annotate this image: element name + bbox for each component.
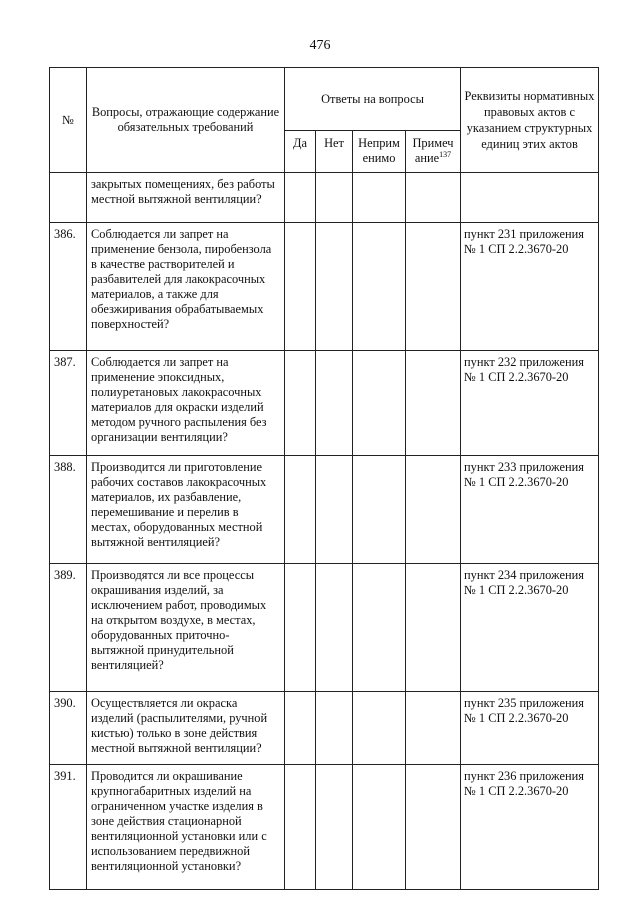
answer-yes-cell[interactable] — [285, 564, 316, 692]
table-row — [50, 173, 599, 223]
answer-no-cell[interactable] — [316, 564, 353, 692]
row-number — [50, 173, 87, 223]
row-number: 386. — [50, 223, 87, 351]
table-row — [50, 765, 599, 890]
row-requisite — [461, 173, 599, 223]
row-requisite: пункт 234 приложения № 1 СП 2.2.3670-20 — [461, 564, 599, 692]
row-question: Осуществляется ли окраска изделий (распылителями, ручной кистью) только в зоне действия местной вытяжной вентиляции? — [87, 692, 285, 765]
answer-note-cell[interactable] — [406, 173, 461, 223]
row-number: 388. — [50, 456, 87, 564]
answer-not-applicable-cell[interactable] — [353, 351, 406, 456]
header-note-label: Примеч ание — [412, 136, 454, 165]
row-requisite: пункт 232 приложения № 1 СП 2.2.3670-20 — [461, 351, 599, 456]
answer-no-cell[interactable] — [316, 173, 353, 223]
answer-no-cell[interactable] — [316, 765, 353, 890]
table-row — [50, 692, 599, 765]
row-question: закрытых помещениях, без работы местной вытяжной вентиляции? — [87, 173, 285, 223]
row-number: 387. — [50, 351, 87, 456]
answer-note-cell[interactable] — [406, 692, 461, 765]
answer-note-cell[interactable] — [406, 223, 461, 351]
answer-note-cell[interactable] — [406, 351, 461, 456]
answer-not-applicable-cell[interactable] — [353, 692, 406, 765]
answer-yes-cell[interactable] — [285, 173, 316, 223]
table-row — [50, 456, 599, 564]
answer-no-cell[interactable] — [316, 223, 353, 351]
row-number: 390. — [50, 692, 87, 765]
row-question: Соблюдается ли запрет на применение бензола, пиробензола в качестве растворителей и разбавителей для лакокрасочных материалов, а также для обезжиривания обрабатываемых поверхностей? — [87, 223, 285, 351]
row-question: Проводится ли окрашивание крупногабаритных изделий на ограниченном участке изделия в зоне действия стационарной вентиляционной установки или с использованием передвижной вентиляционной установки? — [87, 765, 285, 890]
answer-yes-cell[interactable] — [285, 223, 316, 351]
answer-yes-cell[interactable] — [285, 692, 316, 765]
header-row — [50, 68, 599, 131]
header-number: № — [50, 68, 87, 173]
header-yes: Да — [285, 131, 316, 173]
answer-yes-cell[interactable] — [285, 351, 316, 456]
answer-not-applicable-cell[interactable] — [353, 173, 406, 223]
header-answers: Ответы на вопросы — [285, 68, 461, 131]
answer-note-cell[interactable] — [406, 456, 461, 564]
answer-note-cell[interactable] — [406, 564, 461, 692]
answer-yes-cell[interactable] — [285, 456, 316, 564]
table-row — [50, 564, 599, 692]
answer-no-cell[interactable] — [316, 692, 353, 765]
page-number: 476 — [309, 38, 331, 53]
answer-note-cell[interactable] — [406, 765, 461, 890]
answer-no-cell[interactable] — [316, 351, 353, 456]
row-requisite: пункт 235 приложения № 1 СП 2.2.3670-20 — [461, 692, 599, 765]
answer-not-applicable-cell[interactable] — [353, 456, 406, 564]
row-number: 389. — [50, 564, 87, 692]
row-number: 391. — [50, 765, 87, 890]
header-questions: Вопросы, отражающие содержание обязательных требований — [87, 68, 285, 173]
header-not-applicable: Неприм енимо — [353, 131, 406, 173]
header-note — [406, 131, 461, 173]
row-requisite: пункт 236 приложения № 1 СП 2.2.3670-20 — [461, 765, 599, 890]
table-row — [50, 223, 599, 351]
answer-not-applicable-cell[interactable] — [353, 765, 406, 890]
answer-yes-cell[interactable] — [285, 765, 316, 890]
checklist-table — [49, 67, 599, 890]
header-no: Нет — [316, 131, 353, 173]
answer-not-applicable-cell[interactable] — [353, 564, 406, 692]
row-question: Соблюдается ли запрет на применение эпоксидных, полиуретановых лакокрасочных материалов для окраски изделий методом ручного распыления без организации вентиляции? — [87, 351, 285, 456]
row-requisite: пункт 231 приложения № 1 СП 2.2.3670-20 — [461, 223, 599, 351]
row-question: Производится ли приготовление рабочих составов лакокрасочных материалов, их разбавление, перемешивание и перелив в местах, оборудованных местной вытяжной вентиляцией? — [87, 456, 285, 564]
row-question: Производятся ли все процессы окрашивания изделий, за исключением работ, проводимых на открытом воздухе, в местах, оборудованных приточно-вытяжной принудительной вентиляцией? — [87, 564, 285, 692]
header-note-footnote: 137 — [439, 149, 452, 159]
table-row — [50, 351, 599, 456]
answer-not-applicable-cell[interactable] — [353, 223, 406, 351]
row-requisite: пункт 233 приложения № 1 СП 2.2.3670-20 — [461, 456, 599, 564]
answer-no-cell[interactable] — [316, 456, 353, 564]
header-requisites: Реквизиты нормативных правовых актов с указанием структурных единиц этих актов — [461, 68, 599, 173]
